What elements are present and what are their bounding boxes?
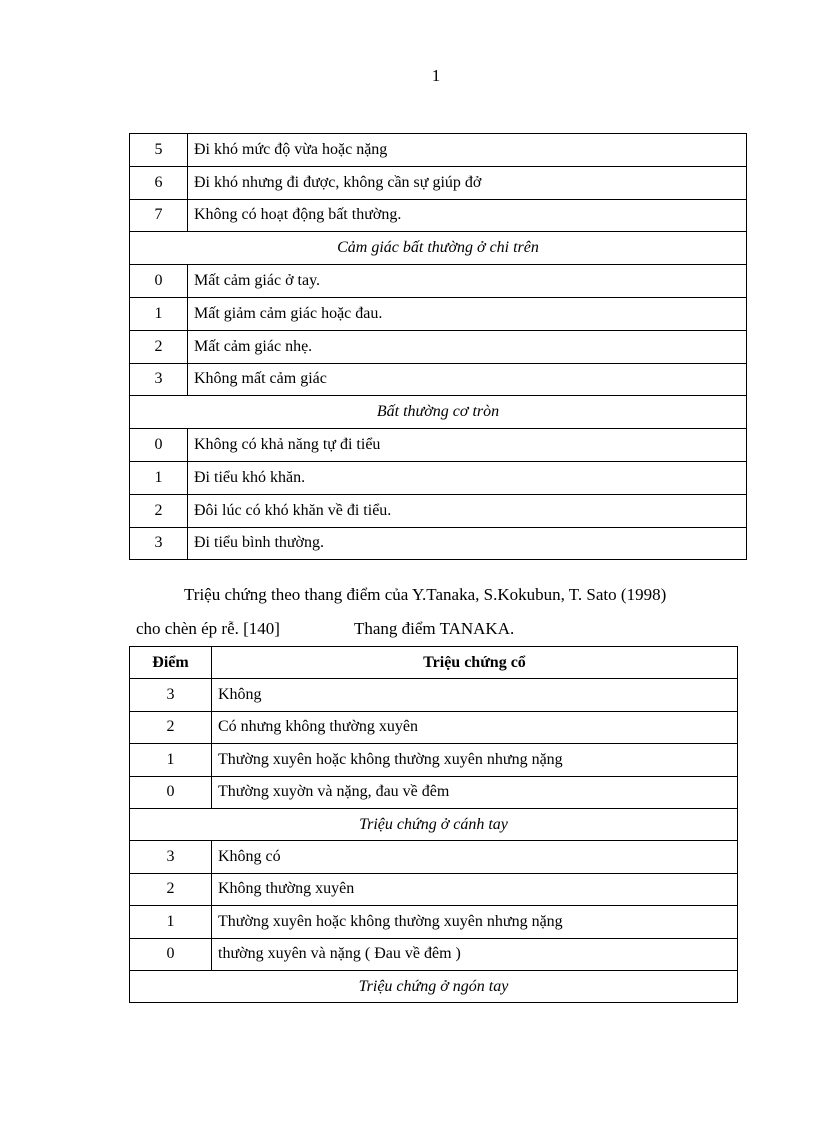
description-cell: Đi tiểu bình thường. [188, 527, 747, 560]
table-row [130, 744, 738, 776]
description-cell: Có nhưng không thường xuyên [212, 711, 738, 743]
table-header-row [130, 647, 738, 679]
score-cell: 6 [130, 166, 188, 199]
paragraph-line-2 [136, 619, 514, 639]
table-row [130, 527, 747, 560]
score-cell: 3 [130, 679, 212, 711]
table-row [130, 297, 747, 330]
table-row [130, 873, 738, 905]
description-cell: Thường xuyờn và nặng, đau về đêm [212, 776, 738, 808]
score-cell: 1 [130, 906, 212, 938]
description-cell: Mất cảm giác nhẹ. [188, 330, 747, 363]
table-row [130, 776, 738, 808]
score-cell: 7 [130, 199, 188, 232]
paragraph-citation: cho chèn ép rễ. [140] [136, 619, 280, 638]
paragraph-scale-title: Thang điểm TANAKA. [353, 619, 515, 638]
description-cell: Không mất cảm giác [188, 363, 747, 396]
section-row [130, 232, 747, 265]
score-cell: 2 [130, 873, 212, 905]
header-score: Điểm [130, 647, 212, 679]
score-cell: 3 [130, 841, 212, 873]
section-title: Cảm giác bất thường ở chi trên [130, 232, 747, 265]
section-title: Triệu chứng ở ngón tay [130, 970, 738, 1002]
score-cell: 0 [130, 938, 212, 970]
description-cell: thường xuyên và nặng ( Đau về đêm ) [212, 938, 738, 970]
table-row [130, 711, 738, 743]
description-cell: Không [212, 679, 738, 711]
table-row [130, 494, 747, 527]
score-cell: 3 [130, 527, 188, 560]
description-cell: Thường xuyên hoặc không thường xuyên nhưng nặng [212, 744, 738, 776]
page-number: 1 [431, 66, 441, 85]
table-row [130, 461, 747, 494]
table-tanaka-scale [129, 646, 738, 1003]
table1-body [130, 134, 747, 560]
description-cell: Không có [212, 841, 738, 873]
table-row [130, 330, 747, 363]
description-cell: Đi khó mức độ vừa hoặc nặng [188, 134, 747, 167]
score-cell: 2 [130, 494, 188, 527]
header-symptom: Triệu chứng cổ [212, 647, 738, 679]
table-row [130, 134, 747, 167]
description-cell: Không có khả năng tự đi tiểu [188, 429, 747, 462]
description-cell: Mất giảm cảm giác hoặc đau. [188, 297, 747, 330]
description-cell: Đôi lúc có khó khăn về đi tiểu. [188, 494, 747, 527]
description-cell: Không có hoạt động bất thường. [188, 199, 747, 232]
table-row [130, 841, 738, 873]
description-cell: Đi tiểu khó khăn. [188, 461, 747, 494]
description-cell: Không thường xuyên [212, 873, 738, 905]
table2-body [130, 679, 738, 1003]
section-row [130, 970, 738, 1002]
section-row [130, 808, 738, 840]
table-row [130, 199, 747, 232]
description-cell: Đi khó nhưng đi được, không cần sự giúp đở [188, 166, 747, 199]
score-cell: 0 [130, 429, 188, 462]
table-symptoms-1 [129, 133, 747, 560]
score-cell: 0 [130, 265, 188, 298]
description-cell: Thường xuyên hoặc không thường xuyên nhưng nặng [212, 906, 738, 938]
score-cell: 3 [130, 363, 188, 396]
score-cell: 5 [130, 134, 188, 167]
table-row [130, 938, 738, 970]
description-cell: Mất cảm giác ở tay. [188, 265, 747, 298]
score-cell: 1 [130, 461, 188, 494]
table-row [130, 429, 747, 462]
table-row [130, 906, 738, 938]
score-cell: 0 [130, 776, 212, 808]
table-row [130, 265, 747, 298]
score-cell: 2 [130, 330, 188, 363]
score-cell: 2 [130, 711, 212, 743]
paragraph-line-1: Triệu chứng theo thang điểm của Y.Tanaka, S.Kokubun, T. Sato (1998) [184, 585, 667, 604]
table-row [130, 679, 738, 711]
section-title: Triệu chứng ở cánh tay [130, 808, 738, 840]
section-title: Bất thường cơ tròn [130, 396, 747, 429]
section-row [130, 396, 747, 429]
score-cell: 1 [130, 744, 212, 776]
table-row [130, 363, 747, 396]
score-cell: 1 [130, 297, 188, 330]
table-row [130, 166, 747, 199]
